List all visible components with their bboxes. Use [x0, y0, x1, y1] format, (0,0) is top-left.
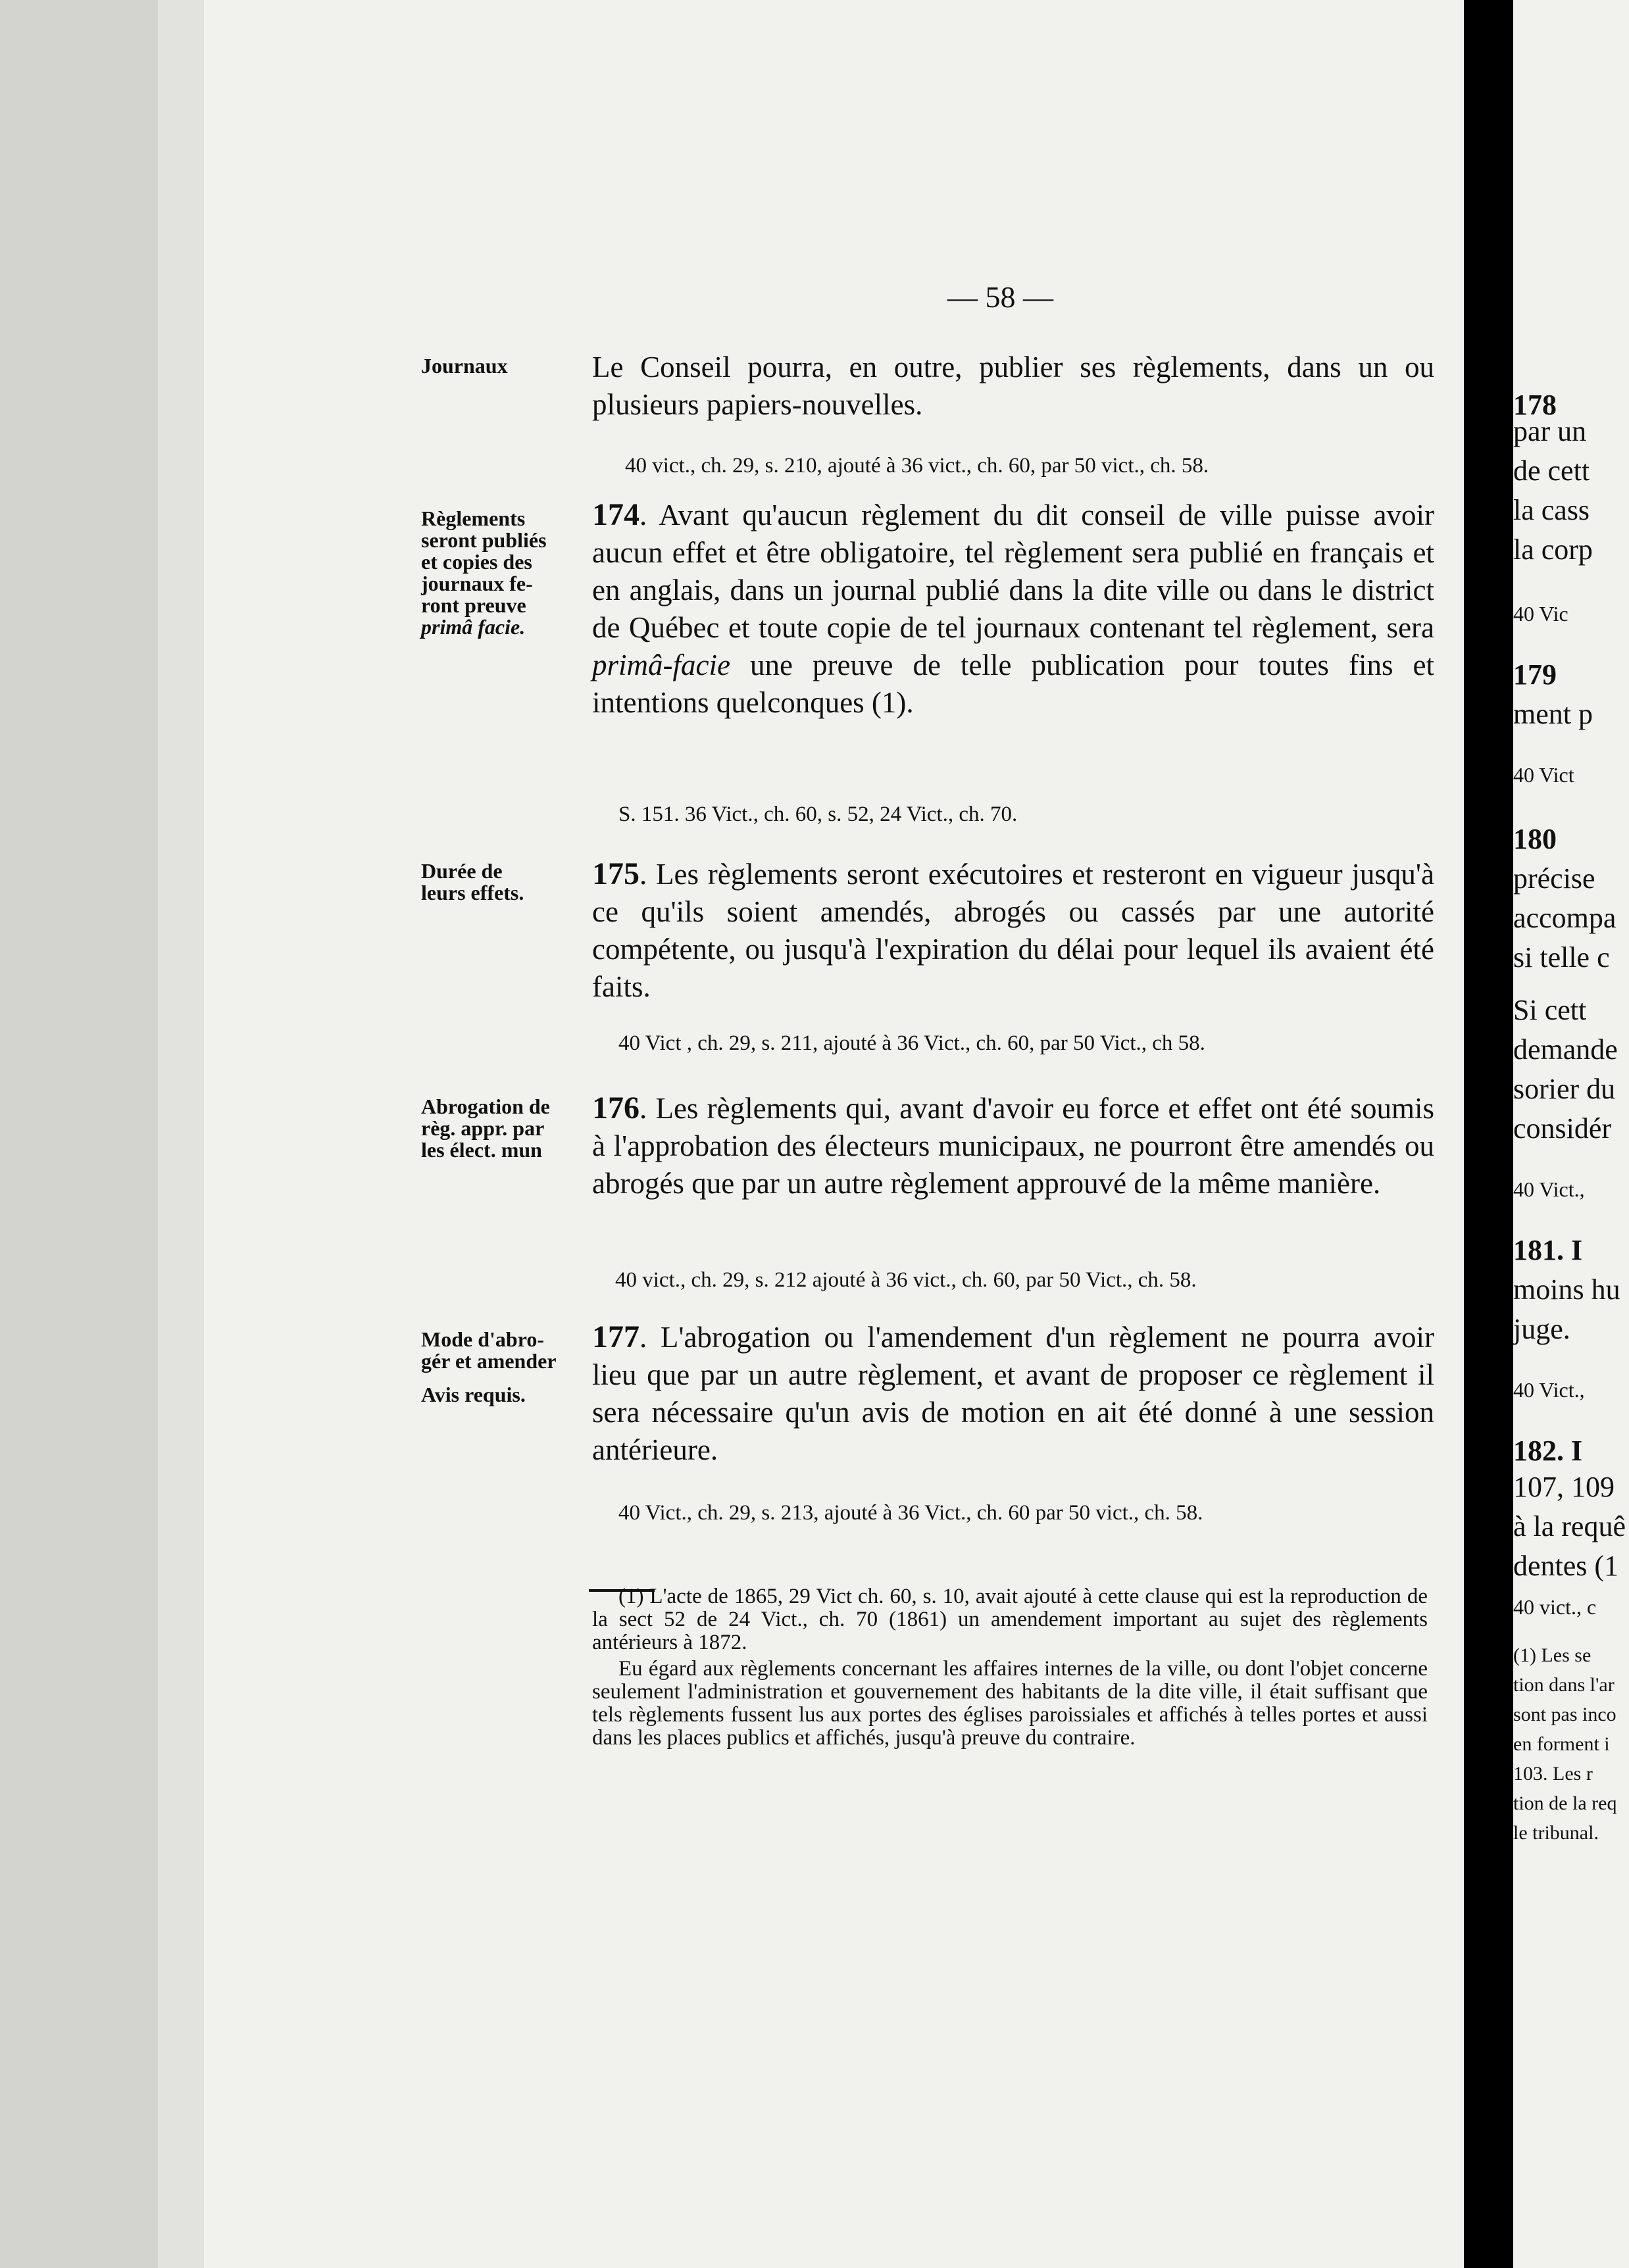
- article-number-177: 177: [592, 1319, 639, 1354]
- adjacent-page-line: 180: [1513, 823, 1557, 855]
- adjacent-page-line: 179: [1513, 658, 1557, 691]
- adjacent-page-line: 107, 109: [1513, 1471, 1615, 1503]
- adjacent-page-line: sont pas inco: [1513, 1704, 1616, 1725]
- adjacent-page-line: sorier du: [1513, 1073, 1616, 1105]
- reference-176: 40 vict., ch. 29, s. 212 ajouté à 36 vict., ch. 60, par 50 Vict., ch. 58.: [615, 1268, 1197, 1292]
- adjacent-page-line: en forment i: [1513, 1733, 1610, 1755]
- adjacent-page-line: 181. I: [1513, 1234, 1583, 1266]
- adjacent-page-line: tion dans l'ar: [1513, 1674, 1615, 1696]
- adjacent-page-line: le tribunal.: [1513, 1822, 1599, 1844]
- adjacent-page-line: 40 Vict.,: [1513, 1177, 1585, 1201]
- page-gutter-edge: [158, 0, 204, 2268]
- margin-note-abrogation: Abrogation de règ. appr. par les élect. mun: [421, 1095, 550, 1162]
- adjacent-page-line: demande: [1513, 1033, 1618, 1066]
- adjacent-page-line: accompa: [1513, 902, 1616, 934]
- adjacent-page-line: 182. I: [1513, 1435, 1583, 1467]
- adjacent-page-line: la corp: [1513, 533, 1593, 566]
- reference-175: 40 Vict , ch. 29, s. 211, ajouté à 36 Vict., ch. 60, par 50 Vict., ch 58.: [618, 1031, 1205, 1055]
- adjacent-page-line: précise: [1513, 862, 1595, 895]
- page-number: — 58 —: [947, 280, 1053, 314]
- adjacent-page-line: si telle c: [1513, 941, 1610, 974]
- margin-note-avis: Avis requis.: [421, 1383, 526, 1406]
- adjacent-page-line: par un: [1513, 415, 1587, 447]
- adjacent-page-line: juge.: [1513, 1313, 1570, 1345]
- adjacent-page-fragment: [1513, 0, 1629, 2268]
- reference-journaux: 40 vict., ch. 29, s. 210, ajouté à 36 vict., ch. 60, par 50 vict., ch. 58.: [625, 454, 1209, 478]
- adjacent-page-line: (1) Les se: [1513, 1644, 1591, 1666]
- paragraph-175: 175. Les règlements seront exécutoires et resteront en vigueur jusqu'à ce qu'ils soient amendés, abrogés ou cassés par une autorité compétente, ou jusqu'à l'expiration du délai pour lequel ils avaient été faits.: [592, 856, 1434, 1003]
- reference-174: S. 151. 36 Vict., ch. 60, s. 52, 24 Vict., ch. 70.: [618, 802, 1018, 826]
- article-number-175: 175: [592, 856, 639, 891]
- adjacent-page-line: de cett: [1513, 455, 1590, 487]
- adjacent-page-line: tion de la req: [1513, 1792, 1617, 1814]
- article-number-176: 176: [592, 1091, 639, 1125]
- reference-177: 40 Vict., ch. 29, s. 213, ajouté à 36 Vict., ch. 60 par 50 vict., ch. 58.: [618, 1501, 1203, 1525]
- adjacent-page-line: 40 vict., c: [1513, 1595, 1597, 1619]
- paragraph-177: 177. L'abrogation ou l'amendement d'un règlement ne pourra avoir lieu que par un autre règlement, et avant de proposer ce règlement il sera nécessaire qu'un avis de motion en ait été donné à une session antérieure.: [592, 1319, 1434, 1466]
- article-number-174: 174: [592, 497, 639, 532]
- adjacent-page-line: Si cett: [1513, 994, 1587, 1026]
- adjacent-page-line: dentes (1: [1513, 1550, 1619, 1582]
- paragraph-174: 174. Avant qu'aucun règlement du dit conseil de ville puisse avoir aucun effet et être obligatoire, tel règlement sera publié en français et en anglais, dans un journal publié dans la dite ville ou dans le district de Québec et toute copie de tel journaux contenant tel règlement, sera primâ-facie une preuve de telle publication pour toutes fins et intentions quelconques (1).: [592, 497, 1434, 719]
- adjacent-page-line: 40 Vic: [1513, 602, 1568, 626]
- paragraph-journaux: Le Conseil pourra, en outre, publier ses règlements, dans un ou plusieurs papiers-nouvelles.: [592, 351, 1434, 421]
- adjacent-page-line: 40 Vict: [1513, 763, 1574, 787]
- adjacent-page-line: moins hu: [1513, 1273, 1620, 1306]
- paragraph-176: 176. Les règlements qui, avant d'avoir eu force et effet ont été soumis à l'approbation des électeurs municipaux, ne pourront être amendés ou abrogés que par un autre règlement approuvé de la même manière.: [592, 1091, 1434, 1200]
- margin-note-journaux: Journaux: [421, 354, 508, 378]
- footnote-1: (1) L'acte de 1865, 29 Vict ch. 60, s. 10, avait ajouté à cette clause qui est la reproduction de la sect 52 de 24 Vict., ch. 70 (1861) un amendement important au sujet des règlements antérieurs à 1872.: [592, 1585, 1428, 1654]
- adjacent-page-line: ment p: [1513, 698, 1593, 730]
- margin-note-duree: Durée de leurs effets.: [421, 859, 524, 904]
- adjacent-page-line: 40 Vict.,: [1513, 1378, 1585, 1402]
- adjacent-page-line: à la requê: [1513, 1510, 1626, 1542]
- margin-note-mode: Mode d'abro- gér et amender Avis requis.: [421, 1329, 592, 1406]
- margin-note-reglements: Règlements seront publiés et copies des journaux fe- ront preuve primâ facie.: [421, 506, 547, 639]
- adjacent-page-line: 178: [1513, 389, 1557, 421]
- adjacent-page-line: considér: [1513, 1112, 1612, 1145]
- footnote-2: Eu égard aux règlements concernant les affaires internes de la ville, ou dont l'objet concerne seulement l'administration et gouvernement des habitants de la dite ville, il était suffisant que tels règlements fussent lus aux portes des églises paroissiales et affichés à telles portes et aussi dans les places publics et affichés, jusqu'à preuve du contraire.: [592, 1657, 1428, 1750]
- adjacent-page-line: 103. Les r: [1513, 1763, 1593, 1785]
- adjacent-page-line: la cass: [1513, 494, 1590, 526]
